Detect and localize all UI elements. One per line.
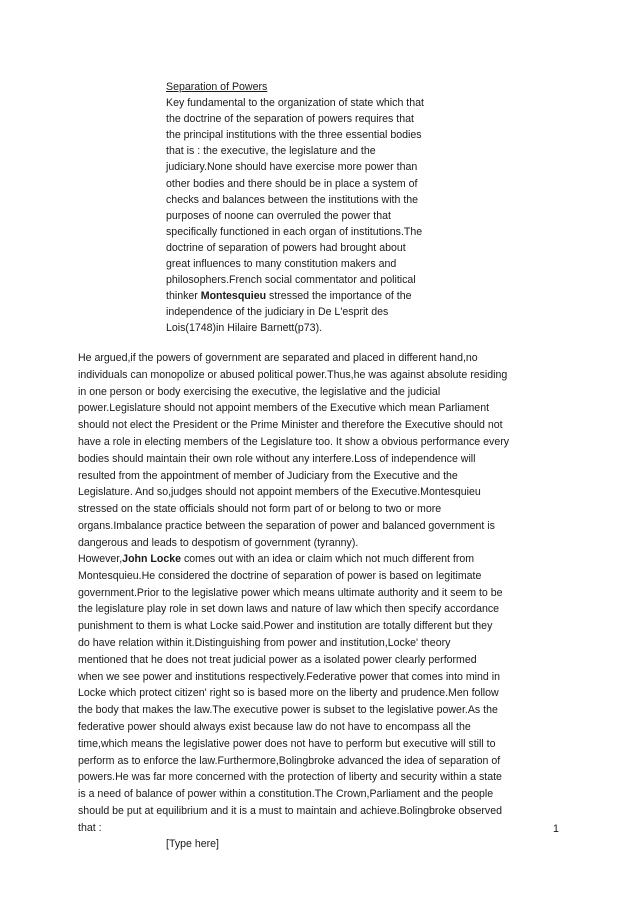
paragraph-line: mentioned that he does not treat judicial power as a isolated power clearly performed — [78, 653, 477, 666]
footer-placeholder[interactable]: [Type here] — [166, 838, 219, 850]
paragraph-line: is a need of balance of power within a constitution.The Crown,Parliament and the people — [78, 788, 494, 801]
page-number: 1 — [553, 823, 559, 835]
montesquieu-name: Montesquieu — [200, 290, 267, 303]
paragraph-line: Locke which protect citizen' right so is based more on the liberty and prudence.Men follow — [78, 687, 499, 700]
paragraph-line: should be put at equilibrium and it is a must to maintain and achieve.Bolingbroke observed — [78, 804, 503, 817]
paragraph-line: organs.Imbalance practice between the separation of power and balanced government is — [78, 519, 495, 532]
paragraph-line-suffix: comes out with an idea or claim which not much different from — [181, 553, 475, 565]
paragraph-line: individuals can monopolize or abused political power.Thus,he was against absolute residing — [78, 368, 508, 381]
intro-line: judiciary.None should have exercise more power than — [166, 161, 418, 174]
intro-line: Lois(1748)in Hilaire Barnett(p73). — [166, 322, 323, 335]
paragraph-line: perform as to enforce the law.Furthermore,Bolingbroke advanced the idea of separation of — [78, 754, 501, 767]
intro-line: purposes of noone can overruled the power that — [166, 209, 391, 222]
paragraph-line: federative power should always exist because law do not have to encompass all the — [78, 720, 471, 733]
paragraph-2 — [78, 551, 562, 837]
intro-line: checks and balances between the institutions with the — [166, 193, 419, 206]
paragraph-line: resulted from the appointment of member of Judiciary from the Executive and the — [78, 469, 458, 482]
intro-line-suffix: stressed the importance of the — [266, 290, 412, 303]
intro-line-prefix: thinker — [166, 290, 201, 303]
paragraph-line: in one person or body exercising the executive, the legislative and the judicial — [78, 385, 441, 398]
paragraph-line: time,which means the legislative power does not have to perform but executive will still to — [78, 737, 496, 750]
paragraph-1 — [78, 350, 562, 552]
section-heading: Separation of Powers — [166, 81, 268, 93]
paragraph-line: powers.He was far more concerned with the protection of liberty and security within a state — [78, 771, 502, 784]
paragraph-line: do have relation within it.Distinguishing from power and institution,Locke' theory — [78, 636, 451, 649]
paragraph-line-locke — [78, 551, 562, 568]
intro-line: philosophers.French social commentator and political — [166, 274, 416, 287]
intro-line: the principal institutions with the three essential bodies — [166, 129, 422, 142]
intro-line: great influences to many constitution makers and — [166, 258, 397, 271]
paragraph-line: the body that makes the law.The executive power is subset to the legislative power.As the — [78, 704, 498, 717]
paragraph-line: should not elect the President or the Prime Minister and therefore the Executive should not — [78, 419, 503, 432]
intro-block — [166, 79, 466, 337]
intro-line: Key fundamental to the organization of state which that — [166, 97, 424, 110]
paragraph-line: power.Legislature should not appoint members of the Executive which mean Parliament — [78, 402, 490, 415]
paragraph-line: that : — [78, 821, 102, 834]
paragraph-line: dangerous and leads to despotism of government (tyranny). — [78, 536, 359, 549]
john-locke-name: John Locke — [122, 553, 182, 565]
paragraph-line: Montesquieu.He considered the doctrine of separation of power is based on legitimate — [78, 569, 482, 582]
intro-line: specifically functioned in each organ of institutions.The — [166, 225, 423, 238]
intro-line: that is : the executive, the legislature and the — [166, 145, 376, 158]
paragraph-line: stressed on the state officials should not form part of or belong to two or more — [78, 503, 442, 516]
intro-line: independence of the judiciary in De L'esprit des — [166, 306, 389, 319]
paragraph-line: He argued,if the powers of government are separated and placed in different hand,no — [78, 352, 478, 364]
intro-line: the doctrine of the separation of powers requires that — [166, 113, 414, 126]
paragraph-line: Legislature. And so,judges should not appoint members of the Executive.Montesquieu — [78, 486, 481, 499]
intro-line: other bodies and there should be in place a system of — [166, 177, 418, 190]
paragraph-line: government.Prior to the legislative power which means ultimate authority and it seem to be — [78, 586, 503, 599]
paragraph-line: bodies should maintain their own role without any interfere.Loss of independence will — [78, 452, 476, 465]
paragraph-line: have a role in electing members of the Legislature too. It show a obvious performance every — [78, 435, 510, 448]
intro-line-montesquieu — [166, 288, 466, 304]
intro-line: doctrine of separation of powers had brought about — [166, 241, 406, 254]
paragraph-line: punishment to them is what Locke said.Power and institution are totally different but they — [78, 620, 493, 633]
paragraph-line: the legislature play role in set down laws and nature of law which then specify accordance — [78, 603, 500, 616]
paragraph-line: when we see power and institutions respectively.Federative power that comes into mind in — [78, 670, 501, 683]
paragraph-line-prefix: However, — [78, 553, 123, 565]
